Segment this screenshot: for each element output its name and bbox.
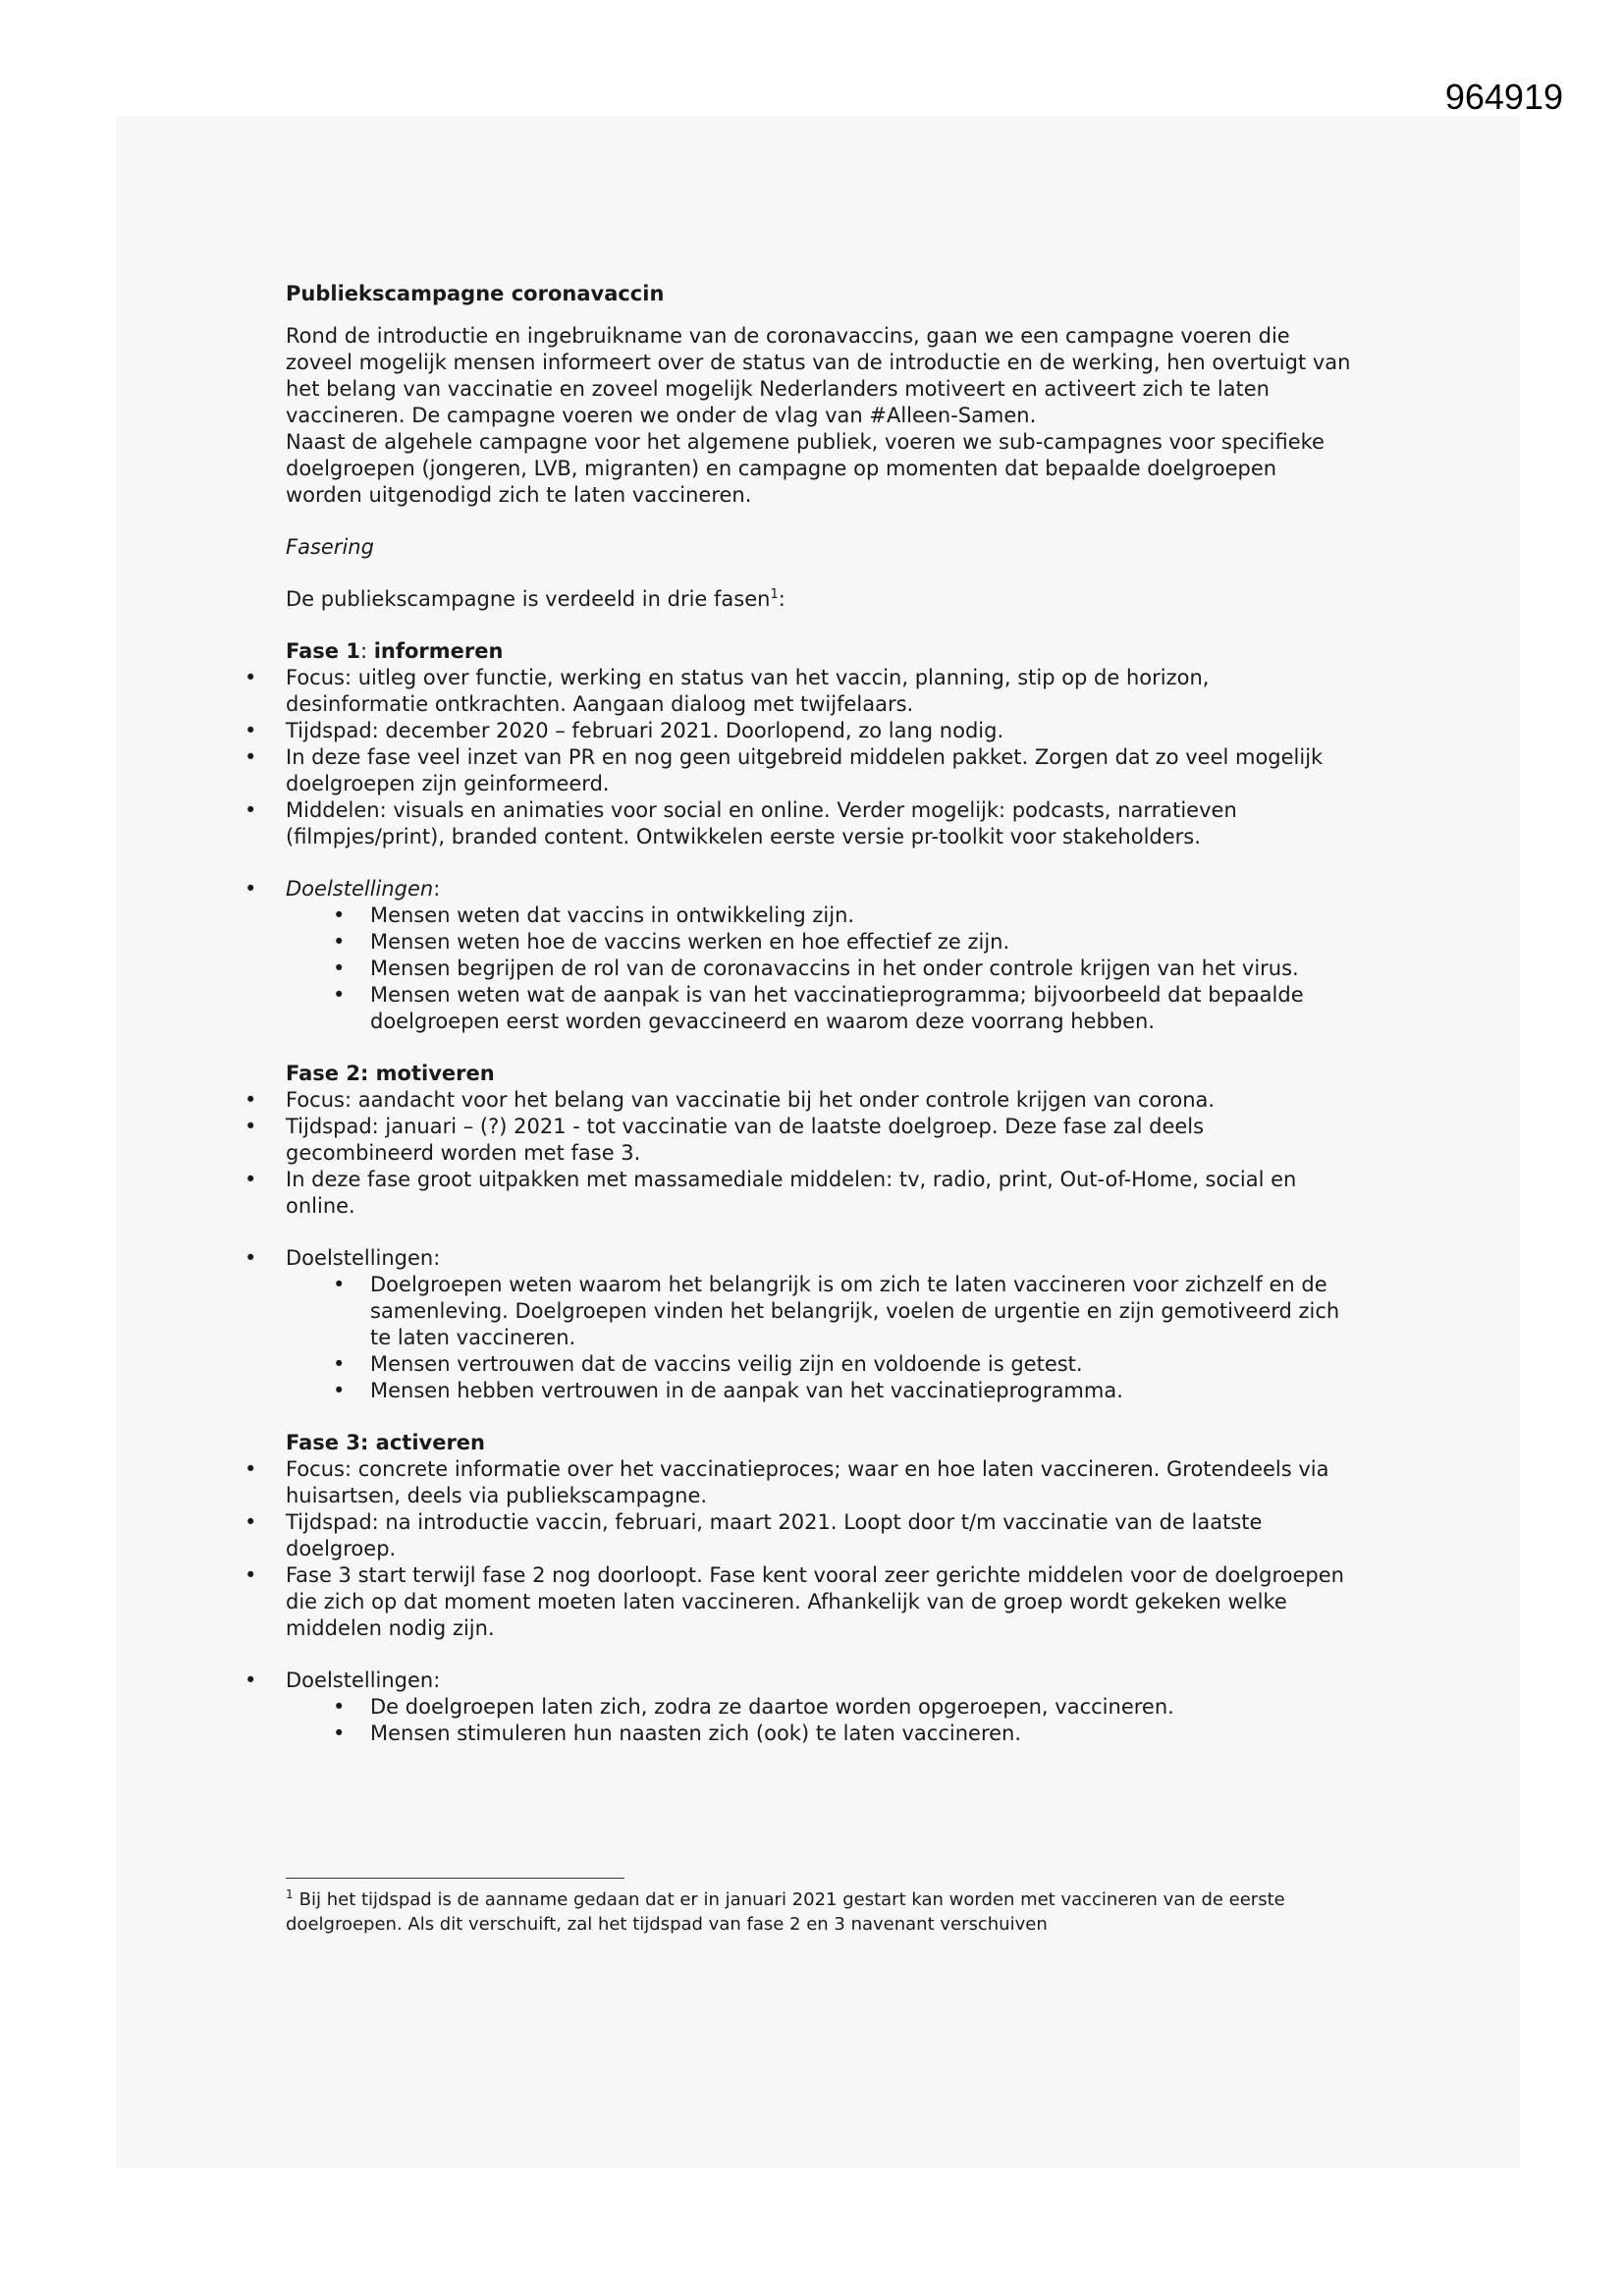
phase2-goals [286, 1272, 1356, 1404]
document-id: 964919 [1444, 77, 1563, 117]
phase1-heading-number: Fase 1 [286, 639, 360, 663]
phase3-bullets [286, 1456, 1356, 1642]
list-item: • Middelen: visuals en animaties voor social en online. Verder mogelijk: podcasts, narratieven (filmpjes/print), branded content. Ontwikkelen eerste versie pr-toolkit voor stakeholders. [286, 797, 1356, 850]
phase2-heading: Fase 2: motiveren [286, 1062, 495, 1085]
phase1-goals [286, 902, 1356, 1035]
intro-paragraph-2: Naast de algehele campagne voor het algemene publiek, voeren we sub-campagnes voor specifieke doelgroepen (jongeren, LVB, migranten) en campagne op momenten dat bepaalde doelgroepen worden uitgenodigd zich te laten vaccineren. [286, 430, 1325, 507]
intro-paragraph: Rond de introductie en ingebruikname van de coronavaccins, gaan we een campagne voeren die zoveel mogelijk mensen informeert over de status van de introductie en de werking, hen overtuigt van het belang van vaccinatie en zoveel mogelijk Nederlanders motiveert en activeert zich te laten vaccineren. De campagne voeren we onder de vlag van #Alleen-Samen. [286, 324, 1351, 427]
phase3-goals-list [286, 1667, 1356, 1747]
phase3-goals-label: Doelstellingen: [286, 1668, 441, 1692]
list-item: • Focus: concrete informatie over het vaccinatieproces; waar en hoe laten vaccineren. Grotendeels via huisartsen, deels via publiekscampagne. [286, 1456, 1356, 1509]
phase1-goals-list [286, 876, 1356, 1035]
phase3-goals-item [286, 1667, 1356, 1747]
phase2-bullets [286, 1087, 1356, 1220]
phase2-goals-list [286, 1245, 1356, 1404]
phase2-goals-label: Doelstellingen: [286, 1246, 441, 1270]
footnote [286, 1887, 1317, 1937]
list-item: • De doelgroepen laten zich, zodra ze daartoe worden opgeroepen, vaccineren. [370, 1694, 1356, 1721]
phase1-heading-name: informeren [373, 639, 504, 663]
phase1-goals-label: Doelstellingen [286, 877, 434, 901]
phases-intro-suffix: : [778, 587, 785, 611]
phase3-goals [286, 1694, 1356, 1747]
list-item: • Mensen stimuleren hun naasten zich (ook) te laten vaccineren. [370, 1721, 1356, 1747]
list-item: • In deze fase veel inzet van PR en nog geen uitgebreid middelen pakket. Zorgen dat zo veel mogelijk doelgroepen zijn geinformeerd. [286, 744, 1356, 797]
phase1-goals-item [286, 876, 1356, 1035]
list-item: • Mensen hebben vertrouwen in de aanpak van het vaccinatieprogramma. [370, 1378, 1356, 1404]
list-item: • Doelgroepen weten waarom het belangrijk is om zich te laten vaccineren voor zichzelf en de samenleving. Doelgroepen vinden het belangrijk, voelen de urgentie en zijn gemotiveerd zich te laten vaccineren. [370, 1272, 1356, 1351]
phases-intro-text: De publiekscampagne is verdeeld in drie fasen [286, 587, 771, 611]
document-title: Publiekscampagne coronavaccin [286, 282, 665, 305]
list-item: • Focus: aandacht voor het belang van vaccinatie bij het onder controle krijgen van corona. [286, 1087, 1356, 1114]
footnote-reference: 1 [770, 587, 779, 602]
list-item: • Fase 3 start terwijl fase 2 nog doorloopt. Fase kent vooral zeer gerichte middelen voor de doelgroepen die zich op dat moment moeten laten vaccineren. Afhankelijk van de groep wordt gekeken welke middelen nodig zijn. [286, 1562, 1356, 1642]
list-item: • Mensen begrijpen de rol van de coronavaccins in het onder controle krijgen van het virus. [370, 956, 1356, 982]
footnote-divider [286, 1878, 624, 1879]
list-item: • Tijdspad: januari – (?) 2021 - tot vaccinatie van de laatste doelgroep. Deze fase zal deels gecombineerd worden met fase 3. [286, 1114, 1356, 1167]
phase2-goals-item [286, 1245, 1356, 1404]
phase1-heading-colon: : [359, 639, 374, 663]
list-item: • Mensen weten wat de aanpak is van het vaccinatieprogramma; bijvoorbeeld dat bepaalde doelgroepen eerst worden gevaccineerd en waarom deze voorrang hebben. [370, 982, 1356, 1035]
document-body [286, 281, 1356, 1747]
list-item: • Focus: uitleg over functie, werking en status van het vaccin, planning, stip op de horizon, desinformatie ontkrachten. Aangaan dialoog met twijfelaars. [286, 665, 1356, 718]
phase3-heading: Fase 3: activeren [286, 1431, 485, 1454]
list-item: • Tijdspad: december 2020 – februari 2021. Doorlopend, zo lang nodig. [286, 718, 1356, 744]
list-item: • In deze fase groot uitpakken met massamediale middelen: tv, radio, print, Out-of-Home, social en online. [286, 1167, 1356, 1220]
footnote-marker: 1 [286, 1887, 294, 1901]
section-label: Fasering [286, 535, 374, 559]
list-item: • Mensen weten dat vaccins in ontwikkeling zijn. [370, 902, 1356, 929]
list-item: • Tijdspad: na introductie vaccin, februari, maart 2021. Loopt door t/m vaccinatie van de laatste doelgroep. [286, 1509, 1356, 1562]
phases-intro [286, 586, 1356, 613]
phase1-goals-suffix: : [433, 877, 441, 901]
footnote-text: Bij het tijdspad is de aanname gedaan dat er in januari 2021 gestart kan worden met vaccineren van de eerste doelgroepen. Als dit verschuift, zal het tijdspad van fase 2 en 3 navenant verschuiven [286, 1889, 1285, 1935]
phase1-bullets [286, 665, 1356, 850]
list-item: • Mensen weten hoe de vaccins werken en hoe effectief ze zijn. [370, 929, 1356, 956]
phase1-heading [286, 638, 1356, 665]
list-item: • Mensen vertrouwen dat de vaccins veilig zijn en voldoende is getest. [370, 1351, 1356, 1378]
